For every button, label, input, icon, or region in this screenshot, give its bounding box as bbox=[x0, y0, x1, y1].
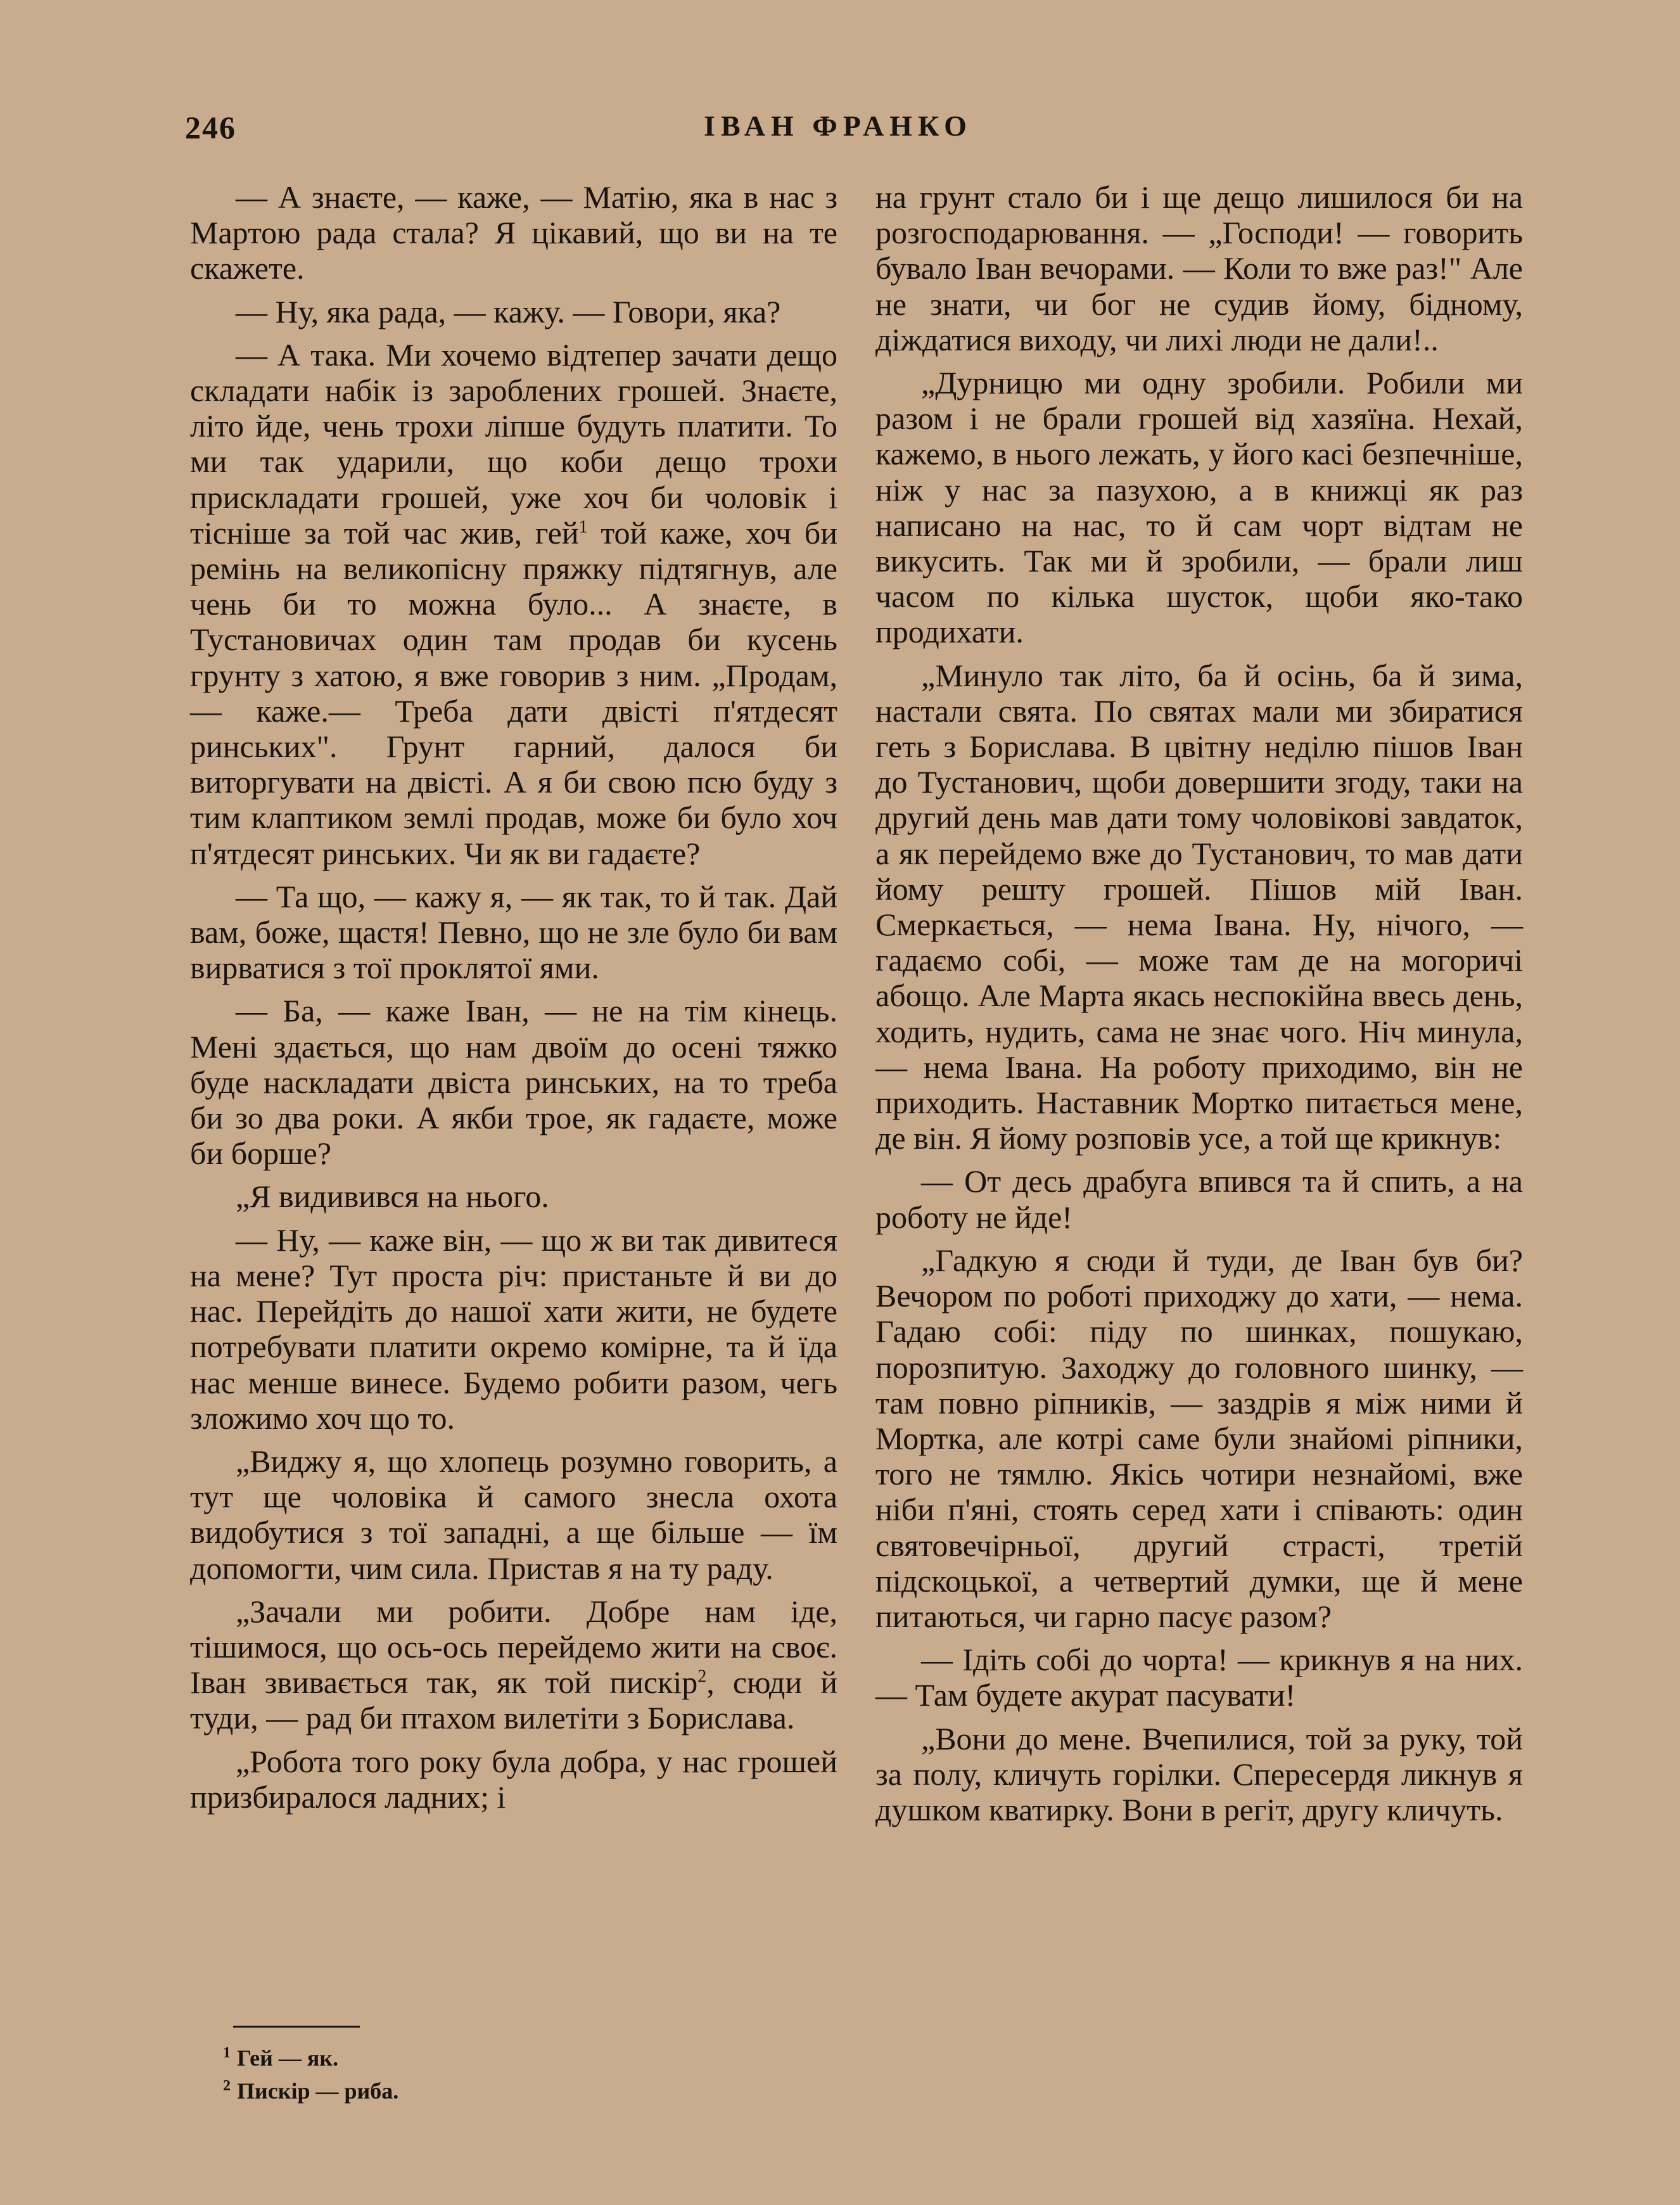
paragraph bbox=[875, 1721, 1523, 1828]
page-header bbox=[185, 109, 1491, 147]
footnote-text: Гей — як. bbox=[237, 2045, 339, 2071]
paragraph bbox=[190, 1744, 837, 1815]
paragraph-text: на грунт стало би і ще дещо лишилося би на розгосподарювання. — „Господи! — говорить бувало Іван вечорами. — Коли то вже раз!" Але не знати, чи бог не судив йому, бідному, діждатися виходу, чи лихі люди не дали!.. bbox=[875, 179, 1523, 357]
paragraph bbox=[190, 879, 837, 986]
footnote-mark: 2 bbox=[223, 2078, 231, 2094]
paragraph bbox=[875, 1243, 1523, 1634]
paragraph-text: , сюди й туди, — рад би птахом вилетіти з Борислава. bbox=[190, 1665, 837, 1736]
paragraph-text: — А знаєте, — каже, — Матію, яка в нас з Мартою рада стала? Я цікавий, що ви на те скажете. bbox=[190, 179, 837, 286]
paragraph-text: той каже, хоч би ремінь на великопісну пряжку підтягнув, але чень би то можна було... А знаєте, в Тустановичах один там продав би кусень грунту з хатою, я вже говорив з ним. „Продам,— каже.— Треба дати двісті п'ятдесят ринських". Грунт гарний, далося би виторгувати на двісті. А я би свою псю буду з тим клаптиком землі продав, може би було хоч п'ятдесят ринських. Чи як ви гадаєте? bbox=[190, 514, 837, 871]
paragraph bbox=[875, 1642, 1523, 1713]
paragraph bbox=[875, 1163, 1523, 1234]
paragraph bbox=[875, 365, 1523, 650]
paragraph bbox=[190, 993, 837, 1171]
footnotes bbox=[223, 2042, 793, 2107]
paragraph-text: — Ба, — каже Іван, — не на тім кінець. Мені здається, що нам двоїм до осені тяжко буде наскладати двіста ринських, на то треба би зо два роки. А якби трое, як гадаєте, може би борше? bbox=[190, 993, 837, 1172]
paragraph bbox=[190, 179, 837, 286]
paragraph bbox=[875, 179, 1523, 357]
paragraph-text: „Вони до мене. Вчепилися, той за руку, той за полу, кличуть горілки. Спересердя ликнув я душком кватирку. Вони в регіт, другу кличуть. bbox=[875, 1720, 1523, 1827]
paragraph-text: — Ідіть собі до чорта! — крикнув я на них. — Там будете акурат пасувати! bbox=[875, 1642, 1523, 1713]
paragraph-text: „Гадкую я сюди й туди, де Іван був би? Вечором по роботі приходжу до хати, — нема. Гадаю собі: піду по шинках, пошукаю, порозпитую. Заходжу до головного шинку, — там повно ріпників, — заздрів я між ними й Мортка, але котрі саме були знайомі ріпники, того не тямлю. Якісь чотири незнайомі, вже ніби п'яні, стоять серед хати і співають: один святовечірньої, другий страсті, третій підскоцької, а четвертий думки, ще й мене питаються, чи гарно пасує разом? bbox=[875, 1242, 1523, 1634]
paragraph bbox=[190, 1594, 837, 1736]
running-title: ІВАН ФРАНКО bbox=[704, 110, 972, 142]
paragraph-text: „Минуло так літо, ба й осінь, ба й зима, настали свята. По святах мали ми збиратися геть з Борислава. В цвітну неділю пішов Іван до Тустанович, щоби довершити згоду, таки на другий день мав дати тому чоловікові завдаток, а як перейдемо вже до Тустанович, то мав дати йому решту грошей. Пішов мій Іван. Смеркається, — нема Івана. Ну, нічого, — гадаємо собі, — може там де на могоричі абощо. Але Марта якась неспокійна ввесь день, ходить, нудить, сама не знає чого. Ніч минула, — нема Івана. На роботу приходимо, він не приходить. Наставник Мортко питається мене, де він. Я йому розповів усе, а той ще крикнув: bbox=[875, 657, 1523, 1156]
paragraph-text: „Я видивився на нього. bbox=[236, 1179, 549, 1215]
footnote-mark: 1 bbox=[223, 2045, 231, 2061]
footnote-reference: 2 bbox=[697, 1666, 707, 1687]
paragraph-text: — От десь драбуга впився та й спить, а на роботу не йде! bbox=[875, 1163, 1523, 1235]
paragraph bbox=[190, 337, 837, 871]
footnote-divider bbox=[233, 2026, 360, 2028]
paragraph-text: „Дурницю ми одну зробили. Робили ми разом і не брали грошей від хазяїна. Нехай, кажемо, в нього лежать, у його касі безпечніше, ніж у нас за пазухою, а в книжці як раз написано на нас, то й сам чорт відтам не викусить. Так ми й зробили, — брали лиш часом по кілька шусток, щоби яко-тако продихати. bbox=[875, 365, 1523, 650]
footnote bbox=[223, 2074, 793, 2107]
paragraph-text: — Ну, — каже він, — що ж ви так дивитеся на мене? Тут проста річ: пристаньте й ви до нас. Перейдіть до нашої хати жити, не будете потребувати платити окремо комірне, та й їда нас менше винесе. Будемо робити разом, чегь зложимо хоч що то. bbox=[190, 1222, 837, 1436]
paragraph bbox=[190, 294, 837, 329]
left-column bbox=[190, 179, 837, 1822]
paragraph bbox=[190, 1443, 837, 1586]
paragraph bbox=[190, 1222, 837, 1436]
paragraph-text: — А така. Ми хочемо відтепер зачати дещо складати набік із зароблених грошей. Знаєте, літо йде, чень трохи ліпше будуть платити. То ми так ударили, що коби дещо трохи прискладати грошей, уже хоч би чоловік і тісніше за той час жив, гей bbox=[190, 336, 837, 551]
footnote-text: Пискір — риба. bbox=[237, 2078, 399, 2104]
page-number: 246 bbox=[185, 110, 236, 145]
right-column bbox=[875, 179, 1523, 1835]
paragraph bbox=[875, 658, 1523, 1156]
paragraph bbox=[190, 1179, 837, 1214]
paragraph-text: — Ну, яка рада, — кажу. — Говори, яка? bbox=[236, 293, 781, 329]
paragraph-text: „Робота того року була добра, у нас грошей призбиралося ладних; і bbox=[190, 1743, 837, 1815]
paragraph-text: „Виджу я, що хлопець розумно говорить, а тут ще чоловіка й самого знесла охота видобутися з тої западні, а ще більше — їм допомогти, чим сила. Пристав я на ту раду. bbox=[190, 1443, 837, 1586]
paragraph-text: „Зачали ми робити. Добре нам іде, тішимося, що ось-ось перейдемо жити на своє. Іван звивається так, як той пискір bbox=[190, 1593, 837, 1701]
paragraph-text: — Та що, — кажу я, — як так, то й так. Дай вам, боже, щастя! Певно, що не зле було би вам вирватися з тої проклятої ями. bbox=[190, 878, 837, 986]
footnote bbox=[223, 2042, 793, 2074]
footnote-reference: 1 bbox=[578, 517, 588, 537]
